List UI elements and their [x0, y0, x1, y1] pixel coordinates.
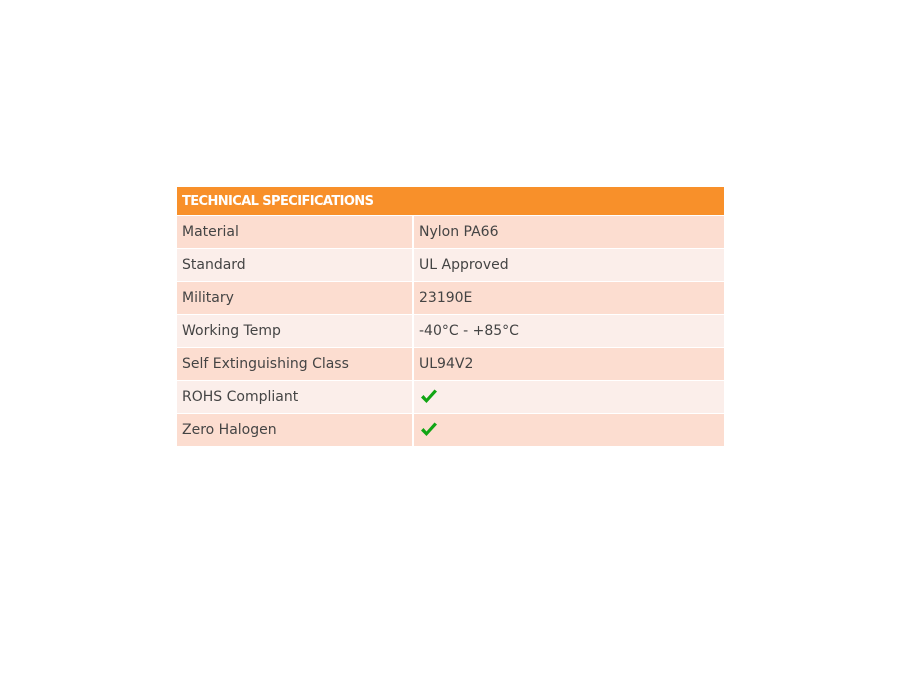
table-row	[177, 381, 724, 414]
technical-specifications-table	[177, 187, 724, 446]
table-header-row	[177, 187, 724, 216]
spec-value: Nylon PA66	[413, 216, 724, 249]
spec-label: Zero Halogen	[182, 422, 277, 438]
spec-label: Military	[182, 290, 234, 306]
spec-value: -40°C - +85°C	[413, 315, 724, 348]
table-row	[177, 315, 724, 348]
check-icon	[419, 420, 439, 440]
table-row	[177, 216, 724, 249]
spec-value-check	[413, 381, 724, 414]
spec-value: UL Approved	[413, 249, 724, 282]
table-row	[177, 282, 724, 315]
table-row	[177, 414, 724, 447]
spec-label: Material	[182, 224, 239, 240]
spec-label: ROHS Compliant	[182, 389, 299, 405]
spec-label: Self Extinguishing Class	[182, 356, 349, 372]
spec-label: Standard	[182, 257, 246, 273]
table-title: TECHNICAL SPECIFICATIONS	[177, 187, 724, 216]
spec-value-check	[413, 414, 724, 447]
check-icon	[419, 387, 439, 407]
table-row	[177, 249, 724, 282]
spec-value: UL94V2	[413, 348, 724, 381]
table-row	[177, 348, 724, 381]
spec-value: 23190E	[413, 282, 724, 315]
spec-label: Working Temp	[182, 323, 281, 339]
